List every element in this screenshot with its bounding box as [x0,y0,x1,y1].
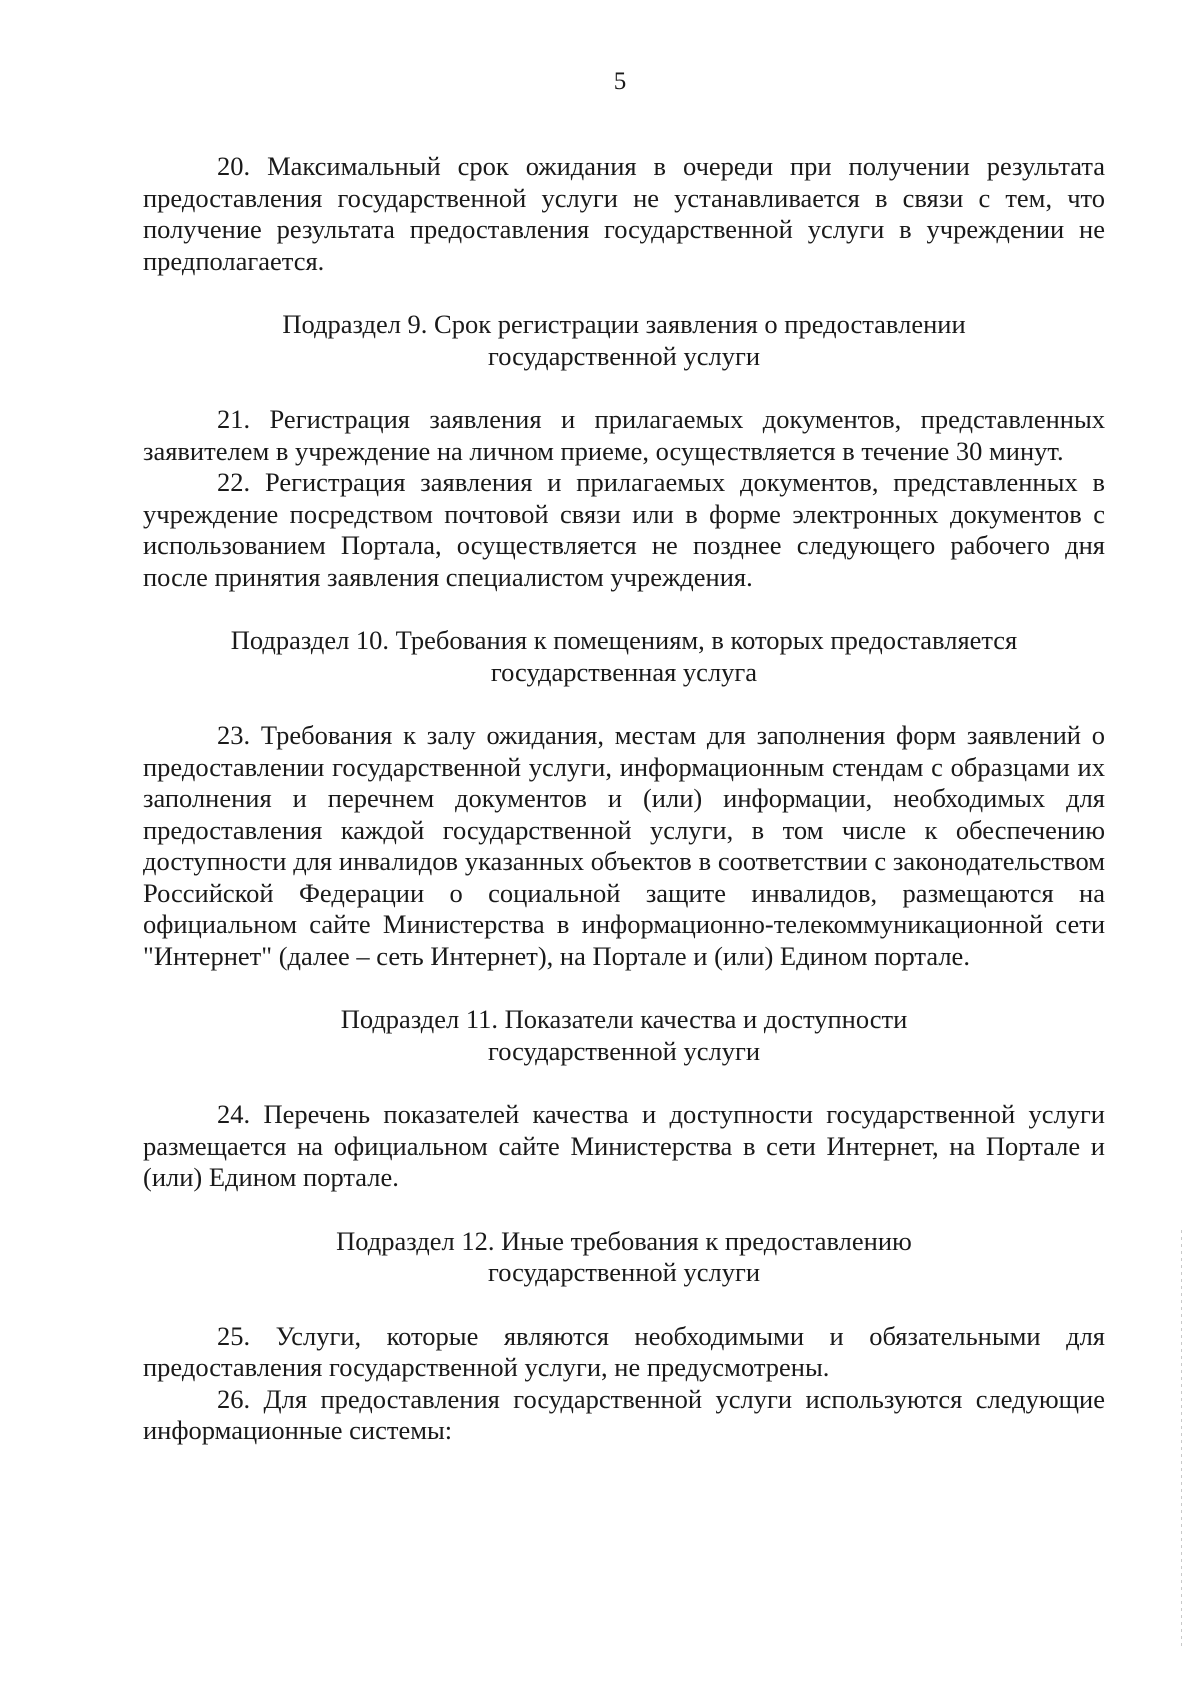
paragraph-26: 26. Для предоставления государственной услуги используются следующие информационные системы: [143,1383,1105,1445]
section-11-heading [143,1004,1105,1067]
section-12-heading-line-1: Подраздел 12. Иные требования к предоставлению [336,1225,912,1256]
paragraph-21: 21. Регистрация заявления и прилагаемых документов, представленных заявителем в учреждение на личном приеме, осуществляется в течение 30 минут. [143,404,1105,466]
page-number: 5 [613,68,627,95]
paragraph-24: 24. Перечень показателей качества и доступности государственной услуги размещается на официальном сайте Министерства в сети Интернет, на Портале и (или) Едином портале. [143,1099,1105,1192]
scan-edge-artifact [1181,1230,1182,1650]
section-10-heading-line-2: государственная услуга [490,656,758,687]
section-9-heading-line-1: Подраздел 9. Срок регистрации заявления о предоставлении [282,309,966,339]
section-9-heading [143,309,1105,372]
section-10-heading-line-1: Подраздел 10. Требования к помещениям, в которых предоставляется [230,625,1018,655]
section-12-heading-line-2: государственной услуги [487,1257,761,1287]
section-11-heading-line-1: Подраздел 11. Показатели качества и доступности [340,1004,908,1034]
paragraph-23: 23. Требования к залу ожидания, местам для заполнения форм заявлений о предоставлении государственной услуги, информационным стендам с образцами их заполнения и перечнем документов и (или) информации, необходимых для предоставления каждой государственной услуги, в том числе к обеспечению доступности для инвалидов указанных объектов в соответствии с законодательством Российской Федерации о социальной защите инвалидов, размещаются на официальном сайте Министерства в информационно-телекоммуникационной сети "Интернет" (далее – сеть Интернет), на Портале и (или) Едином портале. [143,720,1105,971]
paragraph-25: 25. Услуги, которые являются необходимыми и обязательными для предоставления государственной услуги, не предусмотрены. [143,1320,1105,1382]
paragraph-22: 22. Регистрация заявления и прилагаемых документов, представленных в учреждение посредством почтовой связи или в форме электронных документов с использованием Портала, осуществляется не позднее следующего рабочего дня после принятия заявления специалистом учреждения. [143,467,1105,592]
section-12-heading [143,1226,1105,1289]
document-body [143,151,1105,1447]
section-10-heading [143,625,1105,688]
paragraph-20: 20. Максимальный срок ожидания в очереди при получении результата предоставления государственной услуги не устанавливается в связи с тем, что получение результата предоставления государственной услуги в учреждении не предполагается. [143,151,1105,276]
section-9-heading-line-2: государственной услуги [487,340,761,371]
section-11-heading-line-2: государственной услуги [487,1035,761,1066]
